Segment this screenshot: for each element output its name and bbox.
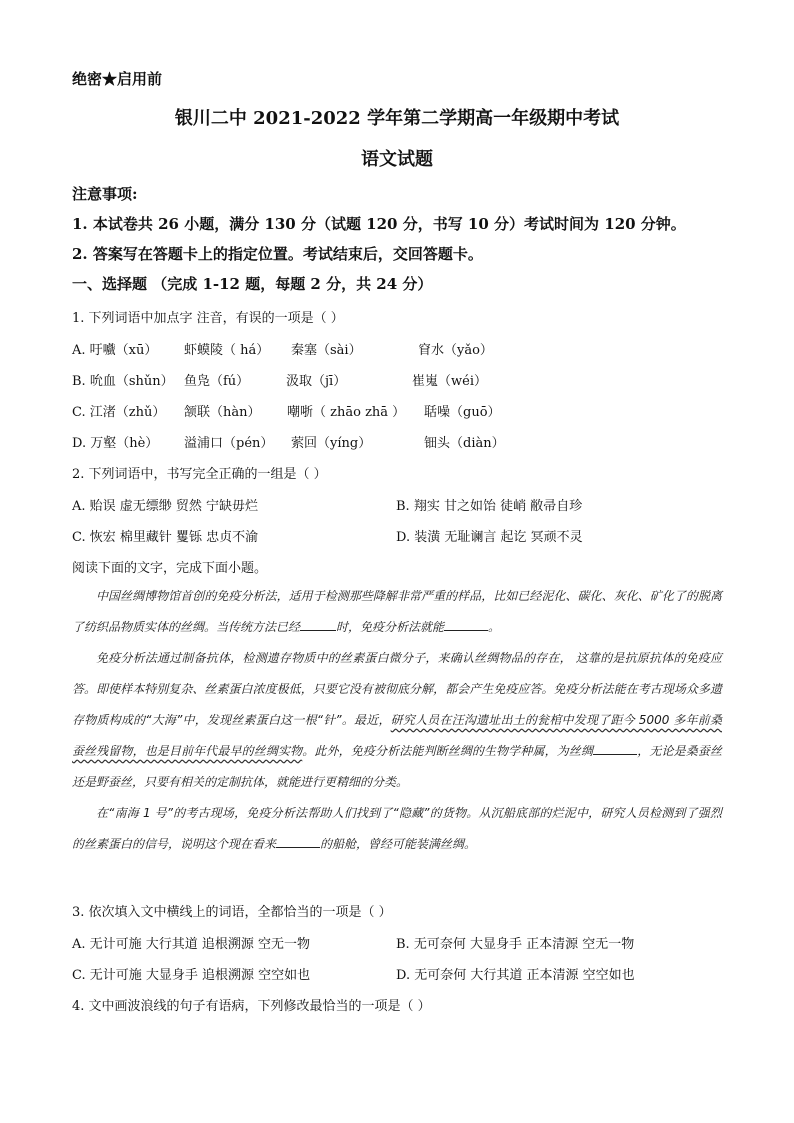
exam-subtitle: 语文试题: [361, 149, 433, 170]
section-heading: 一、选择题 （完成 1-12 题，每题 2 分，共 24 分）: [72, 275, 433, 293]
fill-blank-3: [593, 742, 637, 755]
q3-option-a: A. 无计可施 大行其道 追根溯源 空无一物: [72, 937, 311, 952]
passage-paragraph-1: [72, 581, 722, 643]
q1-option-d-2: 溢浦口（pén）: [184, 436, 274, 451]
passage-text: 。此外，免疫分析法能判断丝绸的生物学种属，为丝绸: [302, 744, 594, 758]
confidential-label: 绝密★启用前: [72, 70, 163, 88]
q1-option-b-1: B. 吮血（shǔn）: [72, 374, 174, 389]
fill-blank-4: [276, 835, 320, 848]
q2-option-d: D. 装潢 无耻谰言 起讫 冥顽不灵: [396, 530, 583, 545]
q1-option-a-1: A. 吁嚱（xū）: [72, 343, 158, 358]
passage-paragraph-3: [72, 798, 722, 860]
q2-stem: 2. 下列词语中，书写完全正确的一组是（ ）: [72, 467, 327, 482]
q2-option-c: C. 恢宏 棉里藏针 矍铄 忠贞不渝: [72, 530, 259, 545]
q1-option-b-4: 崔嵬（wéi）: [412, 374, 487, 389]
passage-text: 免疫分析法通过制备抗体，检测遗存物质中的丝素蛋白微分子，来确认丝绸物品的存在， 这靠的是抗原抗体的免疫应答。即使样本特别复杂、丝素蛋白浓度极低，只要它没有被彻底分解，都会产生免疫应答。免疫分析法能在考古现场众多遗存物质构成的“大海”中，发现丝素蛋白这一根“针”。最近，: [72, 651, 722, 727]
reading-passage: [72, 581, 722, 860]
q1-option-d-4: 钿头（diàn）: [424, 436, 505, 451]
note-item-1: 1. 本试卷共 26 小题，满分 130 分（试题 120 分，书写 10 分）考试时间为 120 分钟。: [72, 215, 686, 233]
passage-text: 。: [488, 620, 501, 634]
passage-text: ，无论是桑蚕丝还是野蚕丝，只要有相关的定制抗体，就能进行更精细的分类。: [72, 744, 722, 789]
notes-heading: 注意事项:: [72, 185, 138, 203]
q1-option-c-4: 聒噪（guō）: [424, 405, 501, 420]
q1-option-c-3: 嘲哳（ zhāo zhā ）: [287, 405, 406, 420]
q3-option-c: C. 无计可施 大显身手 追根溯源 空空如也: [72, 968, 311, 983]
q1-option-c-1: C. 江渚（zhǔ）: [72, 405, 166, 420]
q2-option-a: A. 贻误 虚无缥缈 贸然 宁缺毋烂: [72, 499, 259, 514]
passage-text: 的船舱，曾经可能装满丝绸。: [320, 837, 477, 851]
q1-option-a-2: 虾蟆陵（ há）: [184, 343, 270, 358]
passage-text: 时，免疫分析法就能: [336, 620, 445, 634]
fill-blank-2: [444, 618, 488, 631]
passage-paragraph-2: [72, 643, 722, 798]
q3-option-b: B. 无可奈何 大显身手 正本清源 空无一物: [396, 937, 635, 952]
q1-option-b-3: 汲取（jī）: [286, 374, 347, 389]
reading-instruction: 阅读下面的文字，完成下面小题。: [72, 561, 268, 576]
passage-text: 在“南海 1 号”的考古现场，免疫分析法帮助人们找到了“隐藏”的货物。从沉船底部的烂泥中，研究人员检测到了强烈的丝素蛋白的信号，说明这个现在看来: [72, 806, 722, 851]
q3-option-d: D. 无可奈何 大行其道 正本清源 空空如也: [396, 968, 635, 983]
q4-stem: 4. 文中画波浪线的句子有语病，下列修改最恰当的一项是（ ）: [72, 999, 431, 1014]
q1-option-b-2: 鱼凫（fú）: [184, 374, 250, 389]
q1-option-d-3: 萦回（yíng）: [291, 436, 372, 451]
fill-blank-1: [300, 618, 336, 631]
q1-option-a-4: 窅水（yǎo）: [418, 343, 493, 358]
note-item-2: 2. 答案写在答题卡上的指定位置。考试结束后，交回答题卡。: [72, 245, 483, 263]
q3-stem: 3. 依次填入文中横线上的词语，全都恰当的一项是（ ）: [72, 905, 392, 920]
q1-stem: 1. 下列词语中加点字 注音，有误的一项是（ ）: [72, 311, 344, 326]
q1-option-a-3: 秦塞（sài）: [291, 343, 362, 358]
q2-option-b: B. 翔实 甘之如饴 徒峭 敝帚自珍: [396, 499, 583, 514]
q1-option-c-2: 颔联（hàn）: [184, 405, 261, 420]
wavy-underlined-sentence: 研究人员在汪沟遗址出土的瓮棺中发现了距今 5000 多年前桑蚕丝残留物，也是目前年代最早的丝绸实物: [72, 713, 722, 758]
passage-text: 中国丝绸博物馆首创的免疫分析法，适用于检测那些降解非常严重的样品，比如已经泥化、碳化、灰化、矿化了的脱离了纺织品物质实体的丝绸。当传统方法已经: [72, 589, 722, 634]
exam-title: 银川二中 2021-2022 学年第二学期高一年级期中考试: [174, 108, 620, 129]
q1-option-d-1: D. 万壑（hè）: [72, 436, 159, 451]
